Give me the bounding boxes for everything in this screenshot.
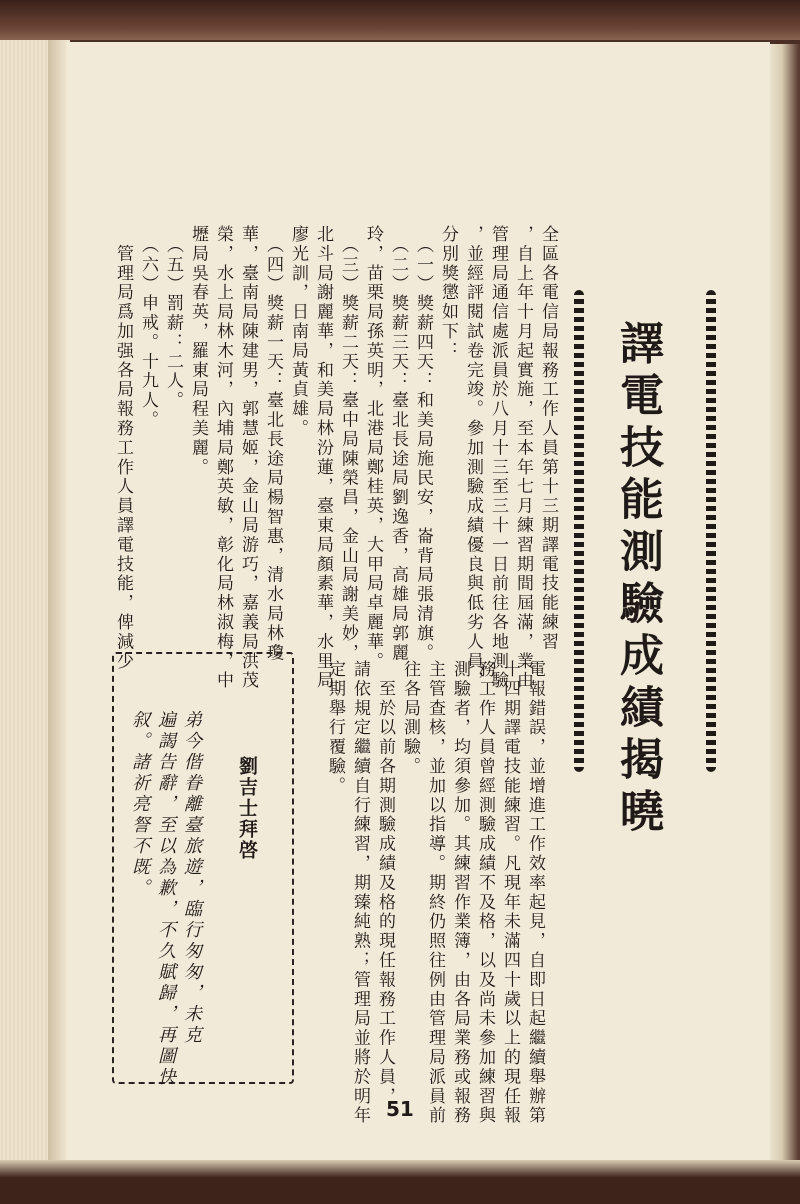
notice-text: 弟今偕眷離臺旅遊，臨行匆匆，未克 遍謁告辭，至以為歉，不久賦歸，再圖快 叙。諸祈亮詧不既。 [129, 710, 202, 1088]
right-page-edge [770, 44, 800, 1162]
article-body-part2: 電報錯誤，並增進工作效率起見，自即日起繼續舉辦第 十四期譯電技能練習。凡現年未滿四十歲以上的現任報 務工作人員曾經測驗成績不及格，以及尚未參加練習與 測驗者，均須參加。其練習作業簿，由各局業務或報務 主管查核，並加以指導。期終仍照往例由管理局派員前 往各局測驗。 至於以前各期測驗成績及格的現任報務工作人員， 請依規定繼續自行練習，期臻純熟；管理局並將於明年 定期舉行覆驗。 [325, 660, 545, 1126]
left-page-stack [0, 40, 52, 1164]
title-ornament-rule-right [706, 290, 716, 772]
book-cover-top-edge [0, 0, 800, 40]
article-title: 譯電技能測驗成績揭曉 [612, 320, 663, 840]
notice-signature: 劉吉士拜啓 [236, 756, 258, 861]
page-number: 51 [386, 1097, 414, 1121]
title-ornament-rule-left [574, 290, 584, 772]
article-body-part1: 全區各電信局報務工作人員第十三期譯電技能練習 ，自上年十月起實施，至本年七月練習期間屆滿，業由 管理局通信處派員於八月十三至三十一日前往各地測驗 ，並經評閱試卷完竣。參加測驗成績優良與低劣人員， 分別獎懲如下： （一）獎薪四天：和美局施民安，崙背局張清旗。 （二）獎薪三天：臺北長途局劉逸香，高雄局郭麗 玲，苗栗局孫英明，北港局鄭桂英，大甲局卓麗華。 （三）獎薪二天：臺中局陳榮昌，金山局謝美妙， 北斗局謝麗華，和美局林汾蓮，臺東局顏素華，水里局 廖光訓，日南局黃貞雄。 （四）獎薪一天：臺北長途局楊智惠，清水局林瓊 華，臺南局陳建男，郭慧姬，金山局游巧，嘉義局洪茂 榮，水上局林木河，內埔局鄭英敏，彰化局林淑梅，中 壢局吳春英，羅東局程美麗。 （五）罰薪：二人。 （六）申戒。十九人。 管理局爲加强各局報務工作人員譯電技能，俾減少 [113, 225, 558, 691]
book-cover-bottom-edge [0, 1160, 800, 1204]
